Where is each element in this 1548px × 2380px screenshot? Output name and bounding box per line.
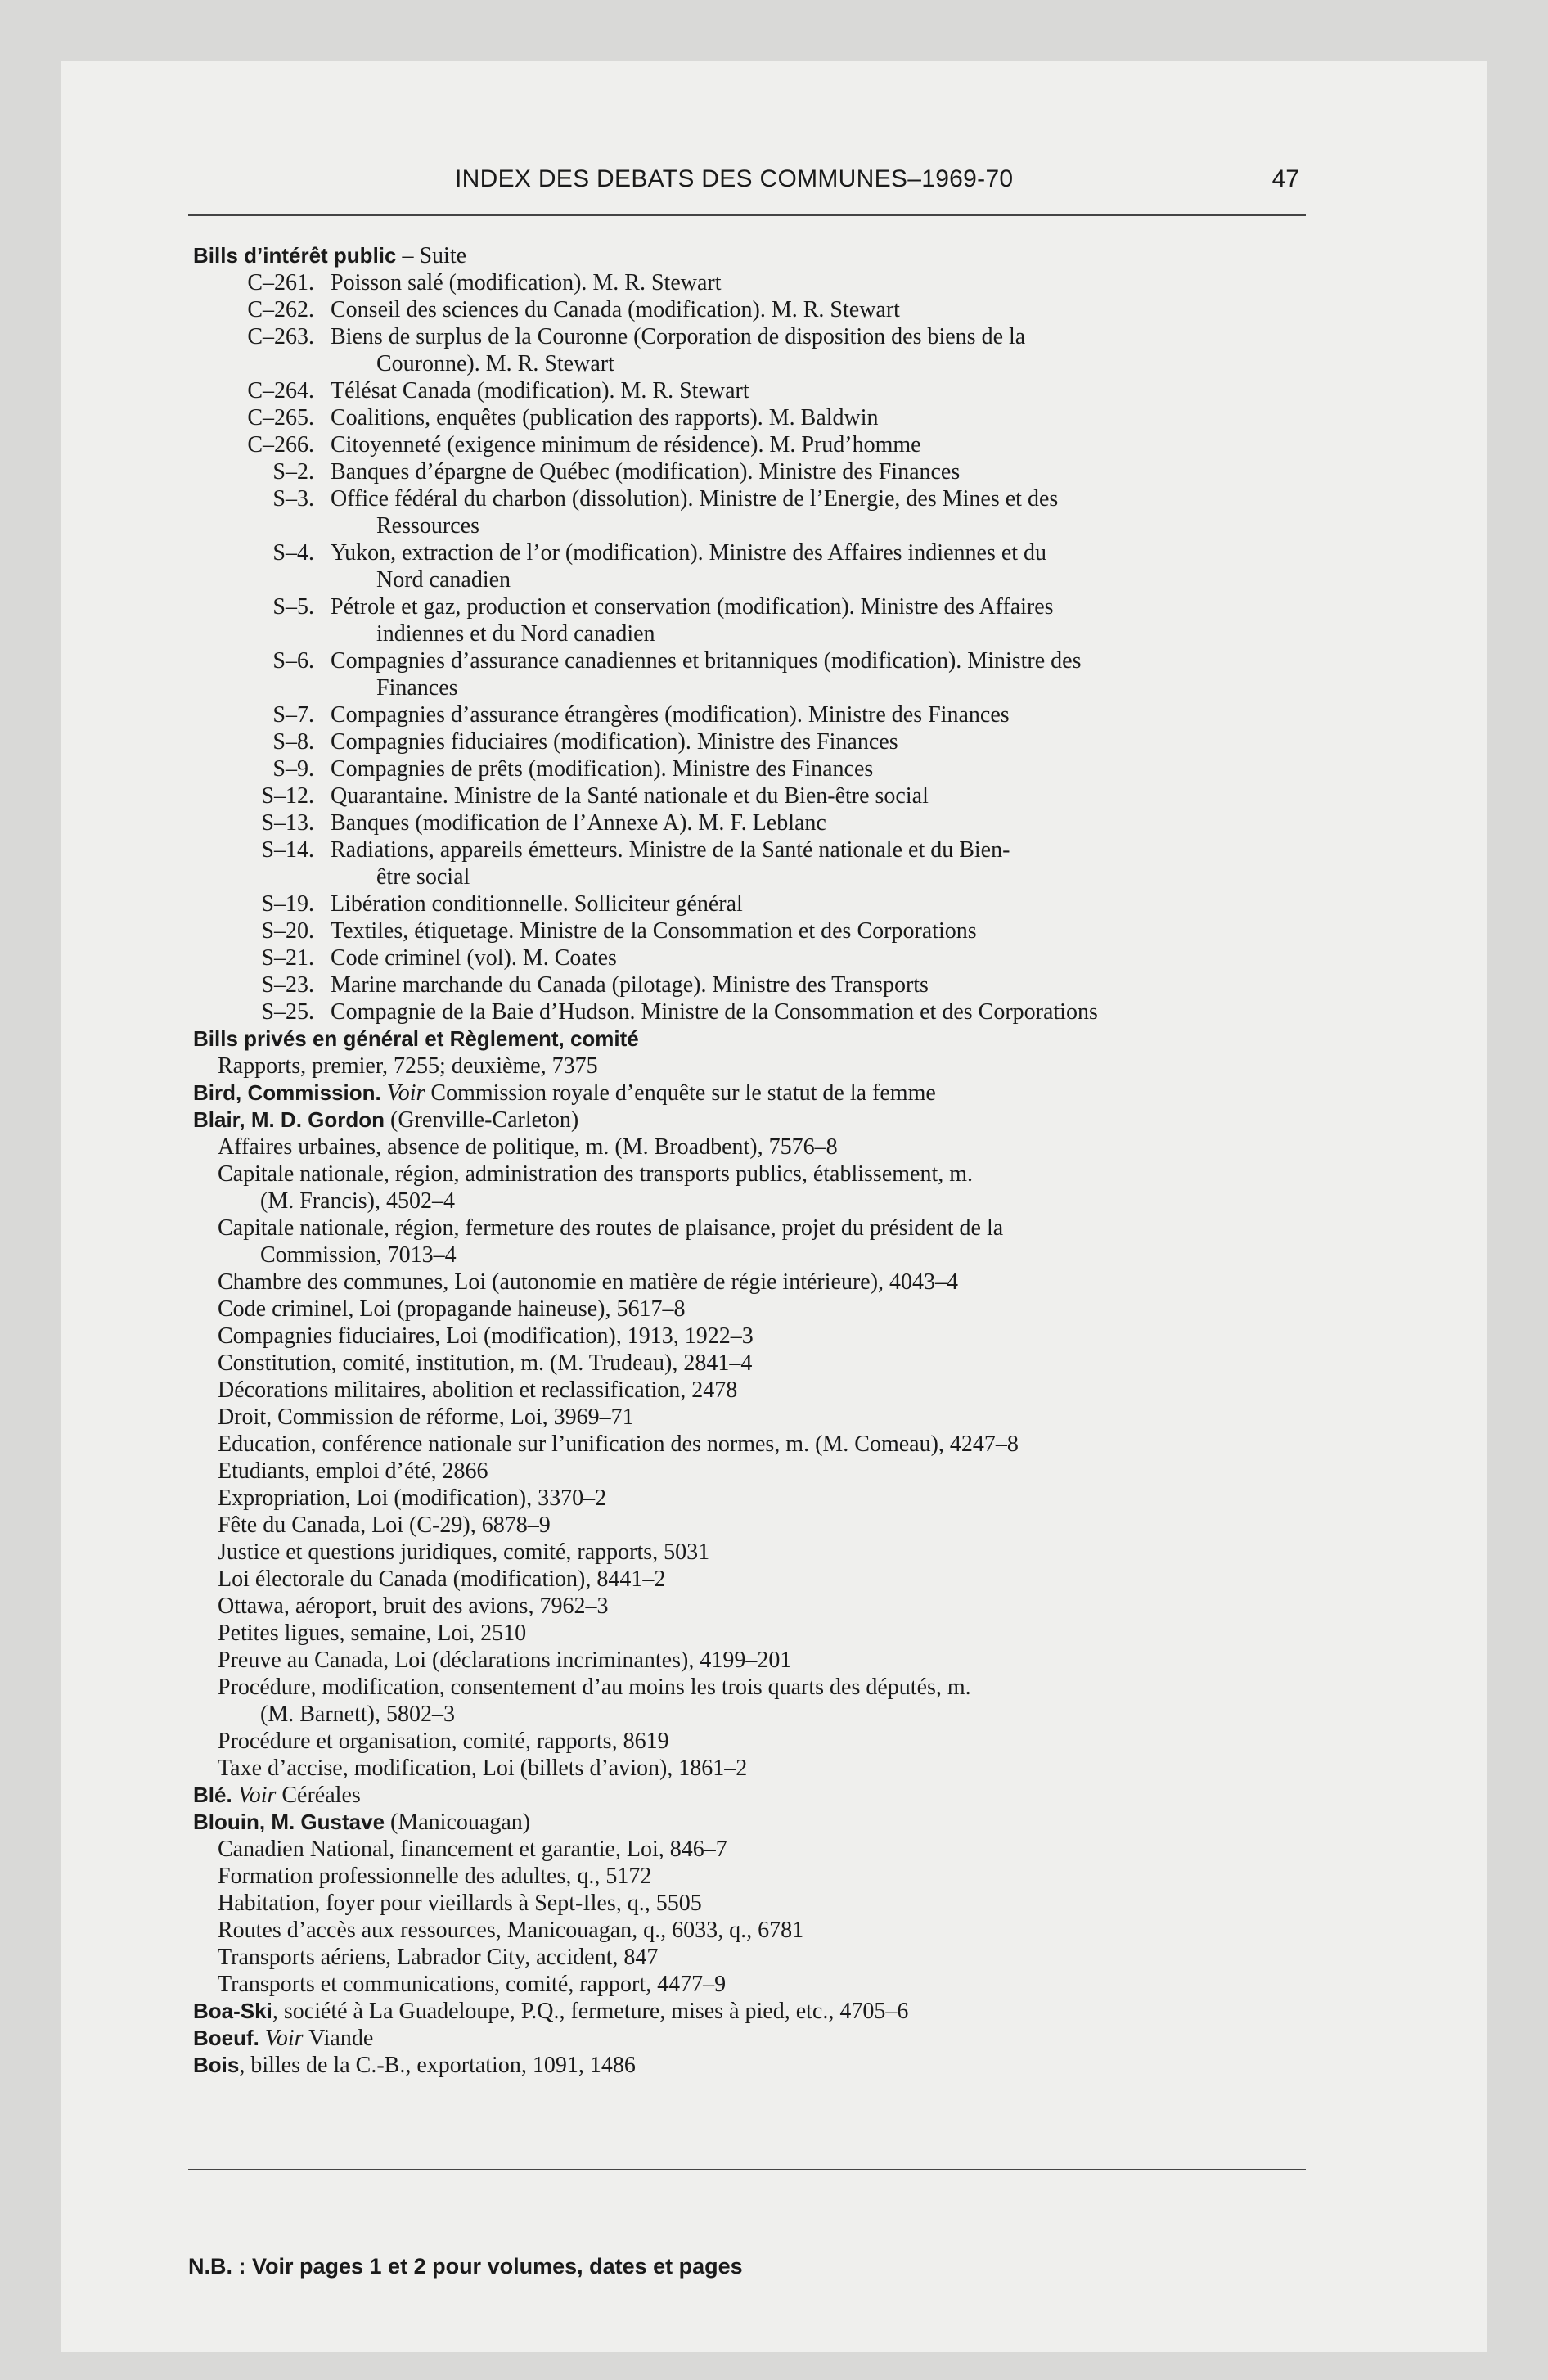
bill-entry: [193, 431, 1311, 458]
bill-title: Libération conditionnelle. Solliciteur général: [331, 891, 743, 917]
bill-number: S–14.: [261, 837, 314, 863]
subentry: Capitale nationale, région, administration des transports publics, établissement, m.: [218, 1161, 974, 1187]
entry-text: , billes de la C.-B., exportation, 1091, 1486: [239, 2053, 636, 2078]
bill-entry: [193, 269, 1311, 296]
bill-entry: [193, 836, 1311, 863]
bill-title-continuation: Couronne). M. R. Stewart: [376, 351, 614, 376]
bill-entry: [193, 404, 1311, 431]
index-entry: [193, 2052, 1311, 2079]
entry-heading: Boeuf.: [193, 2026, 259, 2050]
voir-reference: Voir: [237, 1783, 277, 1808]
subentry-continuation: (M. Barnett), 5802–3: [260, 1702, 455, 1727]
bill-title-continuation: Ressources: [376, 513, 479, 539]
bill-entry: [193, 323, 1311, 350]
subentry: Habitation, foyer pour vieillards à Sept-Iles, q., 5505: [218, 1891, 702, 1916]
subentry: Droit, Commission de réforme, Loi, 3969–71: [218, 1404, 634, 1430]
bill-title: Télésat Canada (modification). M. R. Stewart: [331, 378, 749, 403]
index-content: [193, 242, 1311, 2079]
footnote: N.B. : Voir pages 1 et 2 pour volumes, dates et pages: [188, 2254, 743, 2279]
subentry: Rapports, premier, 7255; deuxième, 7375: [218, 1053, 598, 1079]
bill-entry: [193, 917, 1311, 944]
bill-entry: [193, 296, 1311, 323]
bill-title: Conseil des sciences du Canada (modification). M. R. Stewart: [331, 297, 900, 322]
subentry: Code criminel, Loi (propagande haineuse), 5617–8: [218, 1296, 686, 1322]
subentry: Procédure et organisation, comité, rapports, 8619: [218, 1729, 669, 1754]
subentry: Loi électorale du Canada (modification), 8441–2: [218, 1566, 666, 1592]
entry-text: [232, 1783, 238, 1808]
bill-entry: [193, 539, 1311, 566]
subentry: Justice et questions juridiques, comité, rapports, 5031: [218, 1539, 710, 1565]
entry-see-target: Céréales: [276, 1783, 361, 1808]
entry-text: (Manicouagan): [385, 1810, 531, 1835]
bill-title: Yukon, extraction de l’or (modification). Ministre des Affaires indiennes et du: [331, 540, 1047, 566]
subentry: Education, conférence nationale sur l’unification des normes, m. (M. Comeau), 4247–8: [218, 1431, 1019, 1457]
bill-number: S–12.: [261, 783, 314, 809]
index-entry: [193, 2025, 1311, 2052]
bill-title: Compagnies d’assurance étrangères (modification). Ministre des Finances: [331, 702, 1010, 728]
bill-number: S–2.: [272, 459, 314, 485]
subentry: Formation professionnelle des adultes, q., 5172: [218, 1864, 652, 1889]
bill-entry: [193, 728, 1311, 755]
bill-entry: [193, 890, 1311, 917]
bill-number: C–265.: [247, 405, 314, 430]
bill-number: S–3.: [272, 486, 314, 512]
bill-number: S–20.: [261, 918, 314, 944]
bill-number: S–21.: [261, 945, 314, 971]
bill-number: C–266.: [247, 432, 314, 458]
subentry-continuation: Commission, 7013–4: [260, 1242, 457, 1268]
bill-entry: [193, 809, 1311, 836]
voir-reference: Voir: [264, 2026, 304, 2051]
bill-number: S–7.: [272, 702, 314, 728]
bill-title-continuation: être social: [376, 864, 470, 890]
subentry: Compagnies fiduciaires, Loi (modification), 1913, 1922–3: [218, 1323, 754, 1349]
bill-entry: [193, 971, 1311, 998]
subentry-continuation: (M. Francis), 4502–4: [260, 1188, 455, 1214]
subentry: Affaires urbaines, absence de politique, m. (M. Broadbent), 7576–8: [218, 1134, 838, 1160]
header-rule: [188, 214, 1306, 216]
subentry: Transports et communications, comité, rapport, 4477–9: [218, 1972, 727, 1997]
bill-entry: [193, 944, 1311, 971]
bill-entry: [193, 755, 1311, 782]
bill-title-continuation: Nord canadien: [376, 567, 511, 593]
bill-entry: [193, 458, 1311, 485]
bill-number: S–13.: [261, 810, 314, 836]
running-title: INDEX DES DEBATS DES COMMUNES–1969-70: [455, 165, 1014, 192]
bill-title: Quarantaine. Ministre de la Santé nationale et du Bien-être social: [331, 783, 929, 809]
subentry: Constitution, comité, institution, m. (M. Trudeau), 2841–4: [218, 1350, 753, 1376]
bill-number: S–19.: [261, 891, 314, 917]
entry-heading: Bird, Commission.: [193, 1080, 381, 1105]
bill-number: S–6.: [272, 648, 314, 674]
subentry: Procédure, modification, consentement d’au moins les trois quarts des députés, m.: [218, 1675, 971, 1700]
entry-heading: Boa-Ski: [193, 1999, 272, 2023]
subentry: Chambre des communes, Loi (autonomie en matière de régie intérieure), 4043–4: [218, 1269, 959, 1295]
voir-reference: Voir: [386, 1080, 425, 1106]
subentry: Expropriation, Loi (modification), 3370–2: [218, 1485, 607, 1511]
bill-title: Banques d’épargne de Québec (modification). Ministre des Finances: [331, 459, 961, 485]
bill-title: Compagnie de la Baie d’Hudson. Ministre de la Consommation et des Corporations: [331, 999, 1098, 1025]
bill-number: S–5.: [272, 594, 314, 620]
bill-title-continuation: Finances: [376, 675, 458, 701]
bill-title: Textiles, étiquetage. Ministre de la Consommation et des Corporations: [331, 918, 977, 944]
subentry: Preuve au Canada, Loi (déclarations incriminantes), 4199–201: [218, 1648, 792, 1673]
bill-title: Poisson salé (modification). M. R. Stewart: [331, 270, 722, 295]
bill-title: Code criminel (vol). M. Coates: [331, 945, 617, 971]
index-entry: [193, 1998, 1311, 2025]
section-heading-text: Bills d’intérêt public: [193, 243, 397, 268]
entry-heading: Bois: [193, 2053, 240, 2077]
bill-entry: [193, 593, 1311, 620]
bill-number: C–263.: [247, 324, 314, 349]
bill-title: Coalitions, enquêtes (publication des rapports). M. Baldwin: [331, 405, 879, 430]
index-entry: [193, 1809, 1311, 1836]
bill-entry: [193, 647, 1311, 674]
subentry: Décorations militaires, abolition et reclassification, 2478: [218, 1377, 738, 1403]
bill-number: S–4.: [272, 540, 314, 566]
bill-title: Compagnies fiduciaires (modification). Ministre des Finances: [331, 729, 898, 755]
subentry: Fête du Canada, Loi (C-29), 6878–9: [218, 1512, 551, 1538]
entry-text: , société à La Guadeloupe, P.Q., fermeture, mises à pied, etc., 4705–6: [272, 1999, 909, 2024]
bill-title: Citoyenneté (exigence minimum de résidence). M. Prud’homme: [331, 432, 921, 458]
bill-title: Compagnies d’assurance canadiennes et britanniques (modification). Ministre des: [331, 648, 1082, 674]
bill-number: C–261.: [247, 270, 314, 295]
subentry: Capitale nationale, région, fermeture des routes de plaisance, projet du président de la: [218, 1215, 1004, 1241]
bill-entry: [193, 377, 1311, 404]
subentry: Ottawa, aéroport, bruit des avions, 7962–3: [218, 1593, 609, 1619]
index-entry: [193, 1025, 1311, 1053]
bill-title: Radiations, appareils émetteurs. Ministre de la Santé nationale et du Bien-: [331, 837, 1010, 863]
footer-rule: [188, 2169, 1306, 2170]
subentry: Taxe d’accise, modification, Loi (billets d’avion), 1861–2: [218, 1756, 748, 1781]
bill-number: S–8.: [272, 729, 314, 755]
entry-text: [381, 1080, 387, 1106]
bill-number: S–25.: [261, 999, 314, 1025]
section-heading: [193, 242, 1311, 269]
entry-heading: Blé.: [193, 1783, 232, 1807]
page-number: 47: [1271, 165, 1299, 192]
entry-heading: Blouin, M. Gustave: [193, 1810, 385, 1834]
subentry: Transports aériens, Labrador City, accident, 847: [218, 1945, 659, 1970]
entry-heading: Bills privés en général et Règlement, comité: [193, 1026, 639, 1051]
bill-title: Compagnies de prêts (modification). Ministre des Finances: [331, 756, 874, 782]
bill-entry: [193, 485, 1311, 512]
bill-number: S–9.: [272, 756, 314, 782]
page-header: [188, 162, 1306, 201]
bill-entry: [193, 782, 1311, 809]
bill-title: Banques (modification de l’Annexe A). M. F. Leblanc: [331, 810, 826, 836]
entry-see-target: Commission royale d’enquête sur le statut de la femme: [425, 1080, 936, 1106]
bill-title: Marine marchande du Canada (pilotage). Ministre des Transports: [331, 972, 929, 998]
subentry: Canadien National, financement et garantie, Loi, 846–7: [218, 1837, 727, 1862]
bill-title: Office fédéral du charbon (dissolution). Ministre de l’Energie, des Mines et des: [331, 486, 1059, 512]
entry-see-target: Viande: [303, 2026, 374, 2051]
subentry: Etudiants, emploi d’été, 2866: [218, 1458, 488, 1484]
bill-title: Biens de surplus de la Couronne (Corporation de disposition des biens de la: [331, 324, 1026, 349]
subentry: Routes d’accès aux ressources, Manicouagan, q., 6033, q., 6781: [218, 1918, 804, 1943]
bill-entry: [193, 998, 1311, 1025]
entry-heading: Blair, M. D. Gordon: [193, 1107, 385, 1132]
index-entry: [193, 1782, 1311, 1809]
bill-number: C–264.: [247, 378, 314, 403]
subentry: Petites ligues, semaine, Loi, 2510: [218, 1620, 527, 1646]
entry-text: (Grenville-Carleton): [385, 1107, 579, 1133]
index-entry: [193, 1107, 1311, 1134]
section-heading-suffix: – Suite: [396, 243, 467, 268]
index-entry: [193, 1080, 1311, 1107]
bill-number: C–262.: [247, 297, 314, 322]
bill-title-continuation: indiennes et du Nord canadien: [376, 621, 655, 647]
bill-number: S–23.: [261, 972, 314, 998]
entry-text: [259, 2026, 265, 2051]
bill-title: Pétrole et gaz, production et conservation (modification). Ministre des Affaires: [331, 594, 1054, 620]
bill-entry: [193, 701, 1311, 728]
